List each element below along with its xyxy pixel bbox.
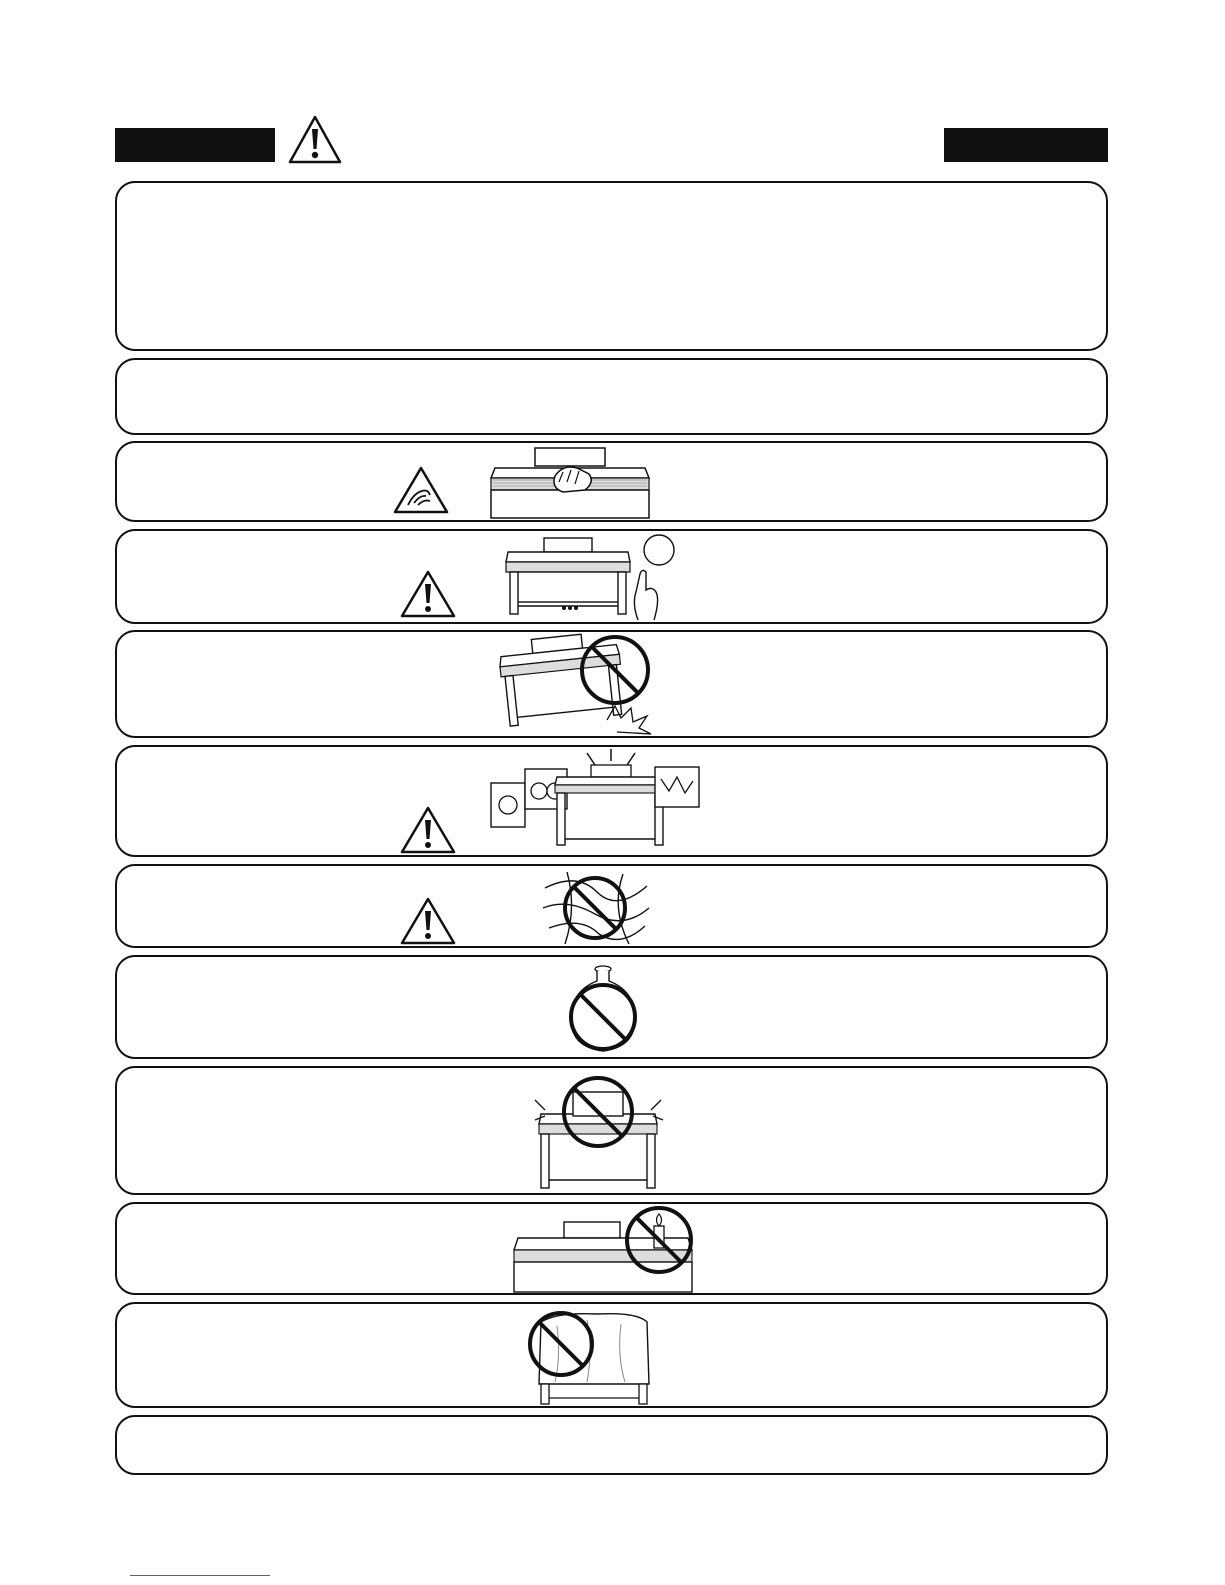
warning-triangle-icon bbox=[399, 805, 457, 855]
no-heavy-objects-box bbox=[115, 1066, 1108, 1195]
footer-note-box bbox=[115, 1415, 1108, 1475]
piano-power-illustration bbox=[502, 534, 682, 622]
electronics-interference-illustration bbox=[487, 749, 707, 853]
notice-box bbox=[115, 358, 1108, 435]
hand-caution-icon bbox=[392, 465, 450, 515]
cables-box bbox=[115, 864, 1108, 948]
no-covering-box bbox=[115, 1302, 1108, 1408]
warning-triangle-icon bbox=[287, 114, 343, 166]
piano-tipping-illustration bbox=[497, 632, 667, 736]
header-label-left bbox=[115, 128, 275, 162]
warning-triangle-icon bbox=[399, 896, 457, 946]
vase-prohibited-illustration bbox=[557, 959, 647, 1057]
piano-heavy-object-illustration bbox=[527, 1070, 667, 1194]
header-label-right bbox=[944, 128, 1108, 162]
no-open-flame-box bbox=[115, 1202, 1108, 1295]
piano-cover-illustration bbox=[517, 1306, 667, 1408]
no-liquids-box bbox=[115, 955, 1108, 1059]
power-button-box bbox=[115, 529, 1108, 624]
tangled-cables-illustration bbox=[537, 868, 657, 948]
interference-box bbox=[115, 745, 1108, 857]
warning-triangle-icon bbox=[399, 569, 457, 619]
piano-candle-illustration bbox=[512, 1206, 702, 1294]
footer-link-underline[interactable] bbox=[130, 1575, 270, 1576]
intro-box bbox=[115, 181, 1108, 351]
piano-hands-illustration bbox=[485, 446, 655, 518]
no-tipping-box bbox=[115, 630, 1108, 738]
hands-on-keys-box bbox=[115, 441, 1108, 522]
